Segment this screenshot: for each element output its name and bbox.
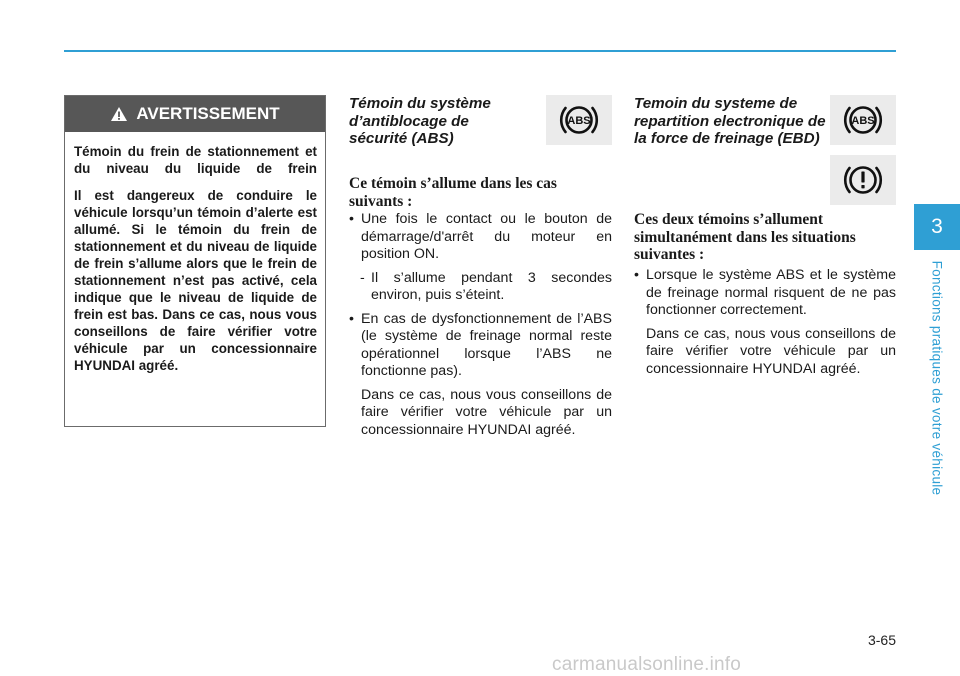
top-rule	[64, 50, 896, 52]
abs-bullet-1: • Une fois le contact ou le bouton de démarrage/d'arrêt du moteur en position ON.	[349, 211, 612, 264]
warning-box	[64, 95, 326, 427]
abs-icon-text: ABS	[567, 115, 591, 128]
ebd-bullet-1: • Lorsque le système ABS et le système de freinage normal risquent de ne pas fonctionner correctement.	[634, 267, 896, 320]
page-number: 3-65	[867, 632, 896, 648]
warning-title: AVERTISSEMENT	[136, 104, 280, 123]
abs-heading: Témoin du système d’antiblocage de sécurité (ABS)	[349, 95, 491, 147]
ebd-abs-icon-text: ABS	[851, 115, 875, 128]
warning-subtitle: Témoin du frein de stationnement et du niveau du liquide de frein	[74, 144, 317, 176]
ebd-paragraph: Dans ce cas, nous vous conseillons de faire vérifier votre véhicule par un concessionnaire HYUNDAI agréé.	[646, 325, 896, 377]
warning-header	[65, 96, 325, 132]
abs-bullet-2: • En cas de dysfonctionnement de l’ABS (le système de freinage normal reste opérationnel lorsque l’ABS ne fonctionne pas).	[349, 311, 612, 381]
abs-sub-item	[349, 270, 612, 305]
ebd-section	[634, 95, 896, 377]
abs-section	[349, 95, 612, 438]
brake-warning-icon	[840, 160, 886, 200]
warning-triangle-icon	[110, 106, 128, 122]
abs-warning-icon	[556, 100, 602, 140]
abs-sub-text: Il s’allume pendant 3 secondes environ, puis s’éteint.	[371, 269, 612, 303]
chapter-side-title: Fonctions pratiques de votre véhicule	[929, 260, 945, 496]
watermark: carmanualsonline.info	[552, 654, 742, 675]
ebd-brake-icon-box	[830, 155, 896, 205]
ebd-heading: Temoin du systeme de repartition electronique de la force de freinage (EBD)	[634, 95, 826, 147]
warning-text: Il est dangereux de conduire le véhicule lorsqu’un témoin d’alerte est allumé. Si le témoin du frein de stationnement et du niveau de liquide de frein s’allume alors que le frein de stationnement n’est pas activé, cela indique que le niveau de liquide de frein est bas. Dans ce cas, nous vous conseillons de faire vérifier votre véhicule par un concessionnaire HYUNDAI agréé.	[74, 188, 317, 373]
abs-warning-icon	[840, 100, 886, 140]
ebd-intro: Ces deux témoins s’allument simultanément dans les situations suivantes :	[634, 211, 856, 263]
abs-intro: Ce témoin s’allume dans les cas suivants :	[349, 175, 557, 210]
sub-dash: -	[360, 269, 365, 286]
ebd-abs-icon-box	[830, 95, 896, 145]
abs-paragraph: Dans ce cas, nous vous conseillons de faire vérifier votre véhicule par un concessionnaire HYUNDAI agréé.	[361, 386, 612, 438]
chapter-tab: 3	[914, 204, 960, 250]
abs-icon-box	[546, 95, 612, 145]
